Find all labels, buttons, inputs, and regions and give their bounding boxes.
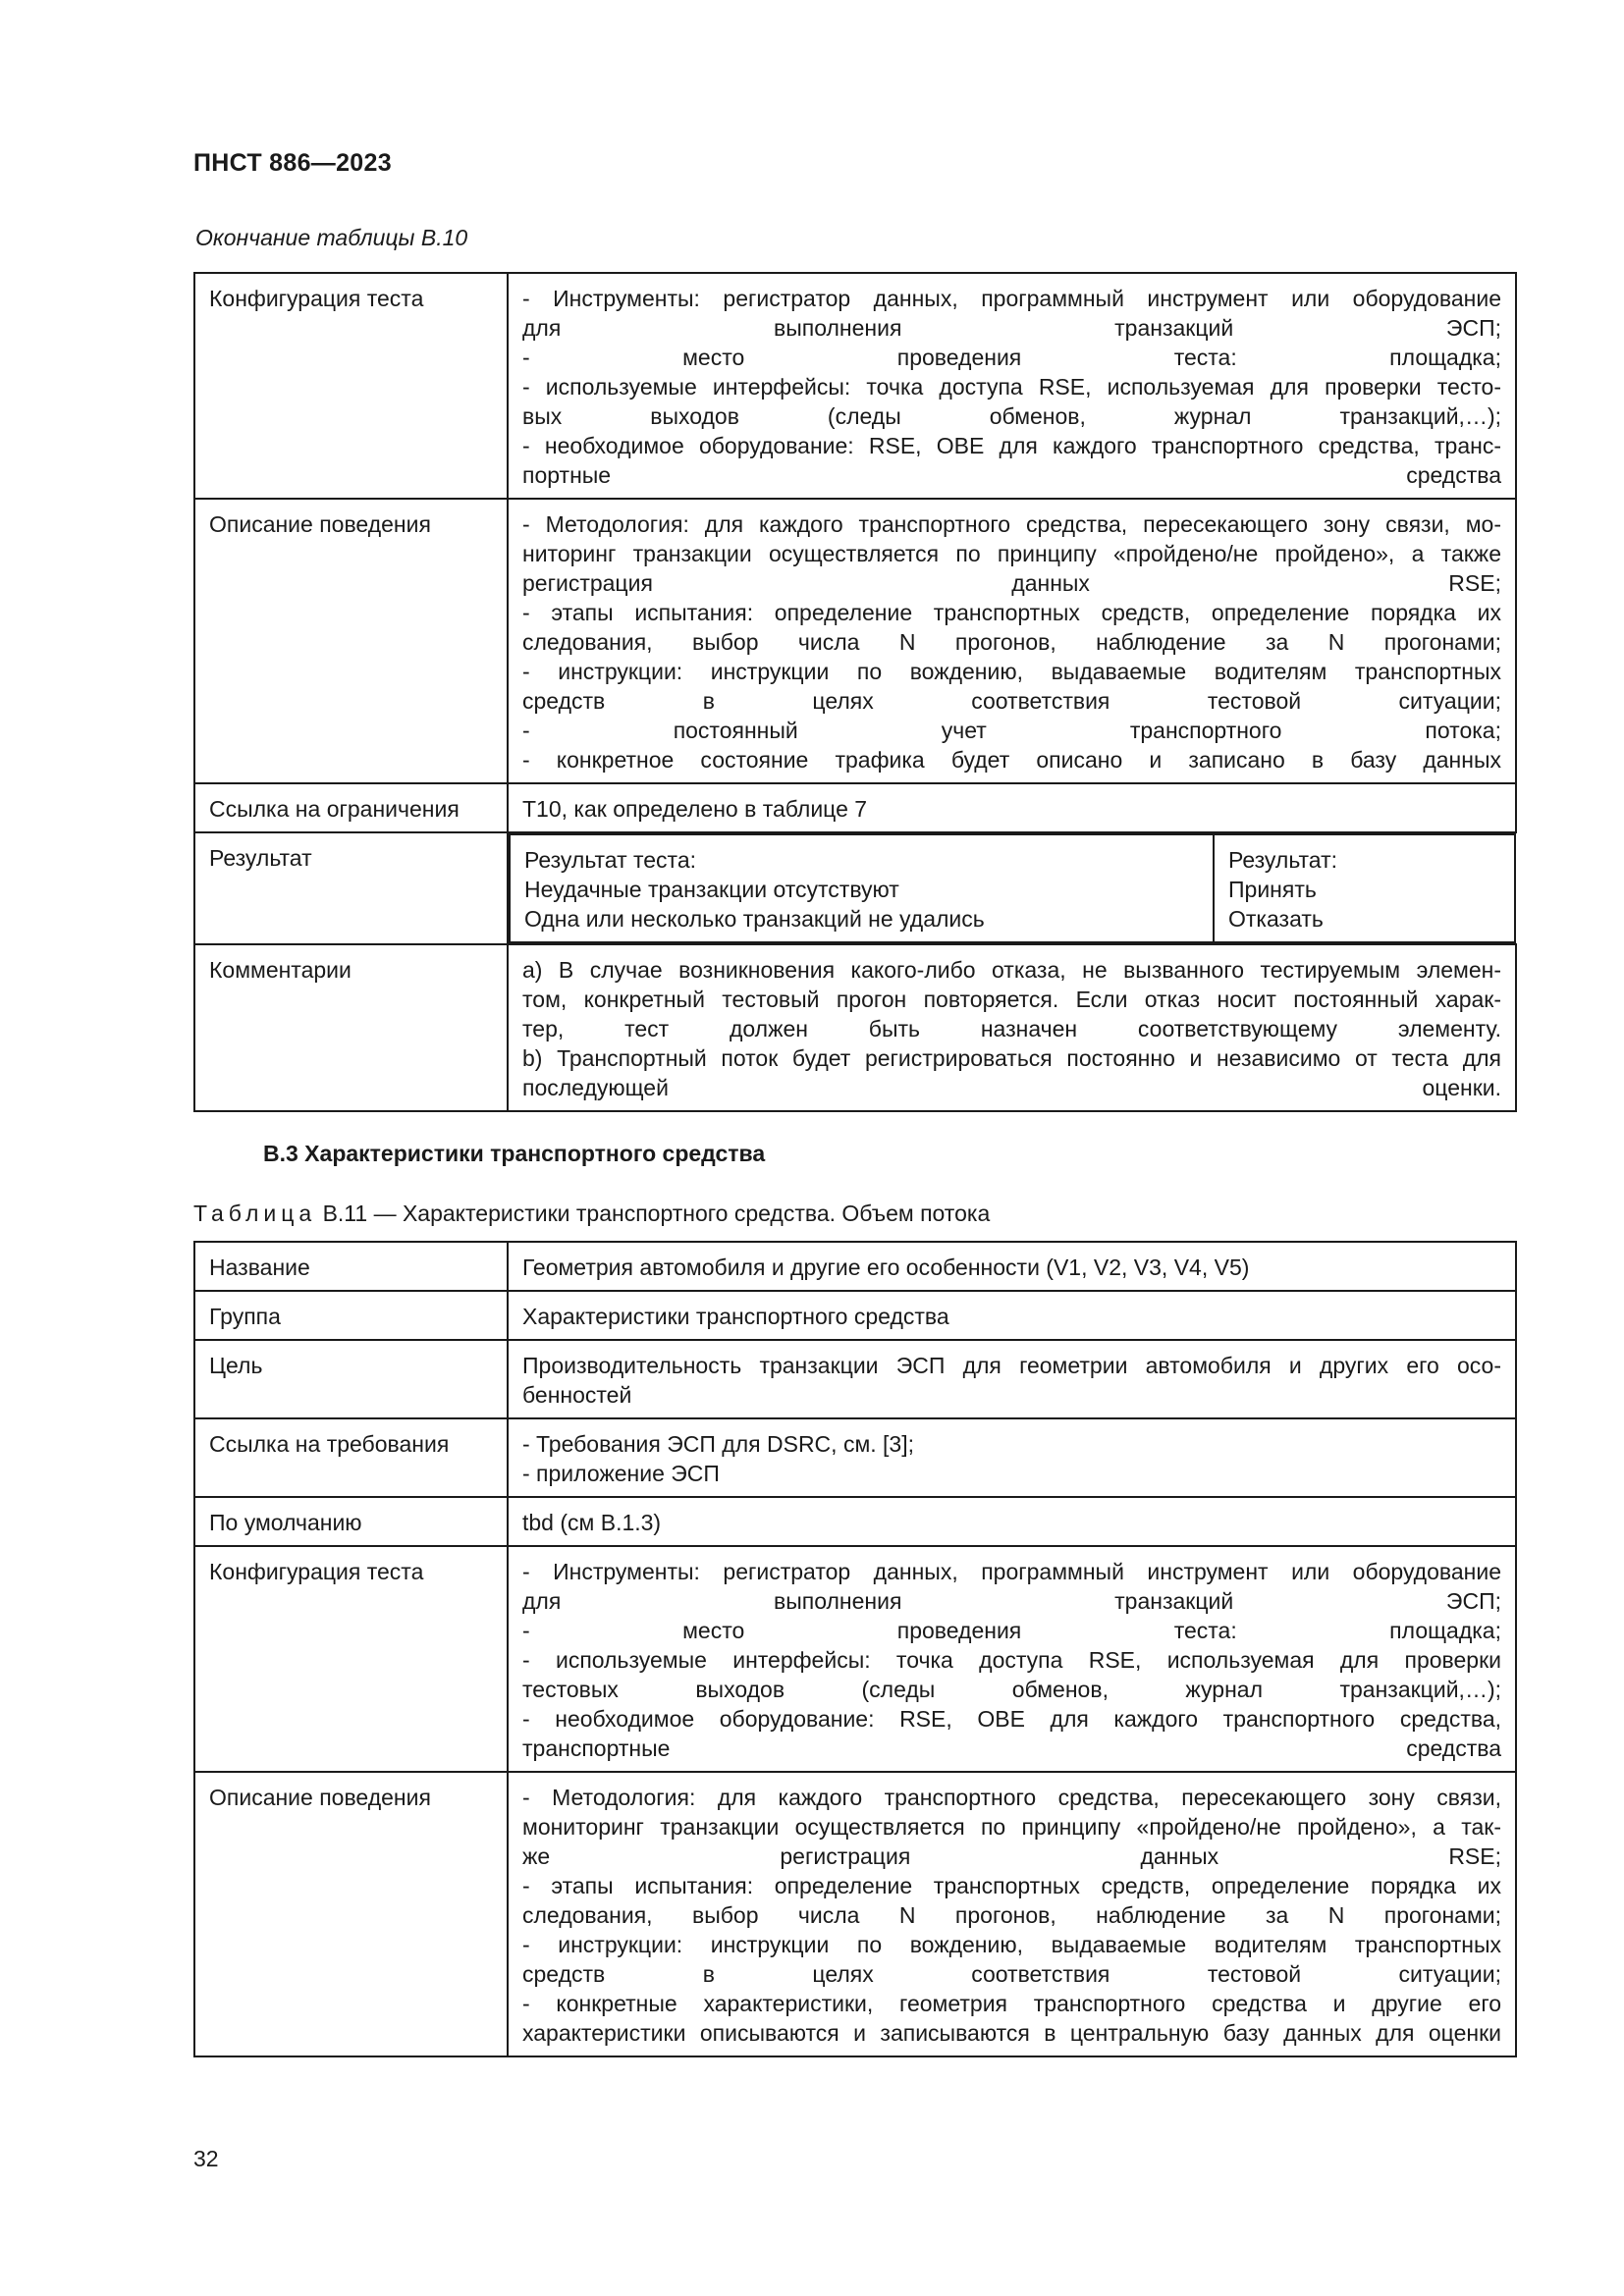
table-row-requirements-ref bbox=[194, 1418, 1516, 1497]
text-line: последующей оценки. bbox=[522, 1075, 1501, 1100]
text-line: a) В случае возникновения какого-либо отказа, не вызванного тестируемым элемен- bbox=[522, 957, 1501, 983]
table-row-result bbox=[194, 832, 1516, 944]
text-line: - конкретное состояние трафика будет описано и записано в базу данных bbox=[522, 747, 1501, 773]
text-line: b) Транспортный поток будет регистрироваться постоянно и независимо от теста для bbox=[522, 1045, 1501, 1071]
text-line: - необходимое оборудование: RSE, OBE для каждого транспортного средства, bbox=[522, 1706, 1501, 1732]
text-line: - инструкции: инструкции по вождению, выдаваемые водителям транспортных bbox=[522, 1932, 1501, 1957]
text-line: - постоянный учет транспортного потока; bbox=[522, 718, 1501, 743]
text-line: - Методология: для каждого транспортного средства, пересекающего зону связи, bbox=[522, 1785, 1501, 1810]
row-value bbox=[508, 273, 1516, 499]
row-value bbox=[508, 1242, 1516, 1291]
row-label: Группа bbox=[194, 1291, 508, 1340]
table-caption-word: Таблица bbox=[193, 1201, 317, 1226]
text-line: тер, тест должен быть назначен соответствующему элементу. bbox=[522, 1016, 1501, 1041]
text-line: же регистрация данных RSE; bbox=[522, 1843, 1501, 1869]
text-line: регистрация данных RSE; bbox=[522, 570, 1501, 596]
table-row-comments bbox=[194, 944, 1516, 1111]
table-caption-text: В.11 — Характеристики транспортного средства. Объем потока bbox=[316, 1201, 991, 1226]
table-b10 bbox=[193, 272, 1517, 1112]
text-line: - конкретные характеристики, геометрия транспортного средства и другие его bbox=[522, 1991, 1501, 2016]
row-value bbox=[508, 1418, 1516, 1497]
row-label: По умолчанию bbox=[194, 1497, 508, 1546]
text-line: Геометрия автомобиля и другие его особенности (V1, V2, V3, V4, V5) bbox=[522, 1255, 1250, 1280]
document-id: ПНСТ 886—2023 bbox=[193, 149, 392, 177]
section-heading: В.3 Характеристики транспортного средства bbox=[263, 1141, 766, 1166]
text-line: - Инструменты: регистратор данных, программный инструмент или оборудование bbox=[522, 286, 1501, 311]
text-line: - этапы испытания: определение транспортных средств, определение порядка их bbox=[522, 1873, 1501, 1898]
row-value bbox=[508, 1546, 1516, 1772]
text-line: вых выходов (следы обменов, журнал транзакций,…); bbox=[522, 403, 1501, 429]
text-line: - место проведения теста: площадка; bbox=[522, 1618, 1501, 1643]
text-line: - Методология: для каждого транспортного средства, пересекающего зону связи, мо- bbox=[522, 511, 1501, 537]
row-value bbox=[508, 1497, 1516, 1546]
text-line: - место проведения теста: площадка; bbox=[522, 345, 1501, 370]
row-label: Название bbox=[194, 1242, 508, 1291]
text-line: средств в целях соответствия тестовой ситуации; bbox=[522, 1961, 1501, 1987]
row-value: T10, как определено в таблице 7 bbox=[508, 783, 1516, 832]
table-b11-body bbox=[194, 1242, 1516, 2056]
text-line: - Инструменты: регистратор данных, программный инструмент или оборудование bbox=[522, 1559, 1501, 1584]
text-line: tbd (см В.1.3) bbox=[522, 1510, 662, 1535]
row-label: Комментарии bbox=[194, 944, 508, 1111]
table-row-behavior bbox=[194, 1772, 1516, 2056]
row-value bbox=[509, 833, 1516, 943]
text-line: ниторинг транзакции осуществляется по принципу «пройдено/не пройдено», а также bbox=[522, 541, 1501, 566]
table-row-goal bbox=[194, 1340, 1516, 1418]
text-line: - необходимое оборудование: RSE, OBE для каждого транспортного средства, транс- bbox=[522, 433, 1501, 458]
table-row-group bbox=[194, 1291, 1516, 1340]
text-line: для выполнения транзакций ЭСП; bbox=[522, 315, 1501, 341]
row-label: Описание поведения bbox=[194, 1772, 508, 2056]
text-line: мониторинг транзакции осуществляется по принципу «пройдено/не пройдено», а так- bbox=[522, 1814, 1501, 1840]
row-label: Описание поведения bbox=[194, 499, 508, 783]
table-continuation-label: Окончание таблицы В.10 bbox=[195, 225, 468, 250]
text-line: Одна или несколько транзакций не удались bbox=[524, 906, 985, 932]
text-line: транспортные средства bbox=[522, 1735, 1501, 1761]
table-row-test-config bbox=[194, 273, 1516, 499]
row-label: Ссылка на требования bbox=[194, 1418, 508, 1497]
page-number: 32 bbox=[193, 2146, 219, 2171]
text-line: бенностей bbox=[522, 1382, 632, 1408]
text-line: Принять bbox=[1228, 877, 1317, 902]
table-row-default bbox=[194, 1497, 1516, 1546]
text-line: - используемые интерфейсы: точка доступа RSE, используемая для проверки тесто- bbox=[522, 374, 1501, 400]
row-label: Цель bbox=[194, 1340, 508, 1418]
text-line: том, конкретный тестовый прогон повторяется. Если отказ носит постоянный харак- bbox=[522, 987, 1501, 1012]
text-line: портные средства bbox=[522, 462, 1501, 488]
row-value bbox=[508, 944, 1516, 1111]
row-label: Конфигурация теста bbox=[194, 1546, 508, 1772]
table-b10-body bbox=[194, 273, 1516, 1111]
text-line: - приложение ЭСП bbox=[522, 1461, 720, 1486]
text-line: - инструкции: инструкции по вождению, выдаваемые водителям транспортных bbox=[522, 659, 1501, 684]
text-line: Характеристики транспортного средства bbox=[522, 1304, 949, 1329]
table-row-behavior bbox=[194, 499, 1516, 783]
text-line: - этапы испытания: определение транспортных средств, определение порядка их bbox=[522, 600, 1501, 625]
row-value bbox=[508, 1772, 1516, 2056]
text-line: Производительность транзакции ЭСП для геометрии автомобиля и других его осо- bbox=[522, 1353, 1501, 1378]
text-line: для выполнения транзакций ЭСП; bbox=[522, 1588, 1501, 1614]
row-value bbox=[508, 1291, 1516, 1340]
test-result-list bbox=[511, 835, 1215, 941]
text-line: - используемые интерфейсы: точка доступа RSE, используемая для проверки bbox=[522, 1647, 1501, 1673]
text-line: Результат теста: bbox=[524, 847, 697, 873]
row-label: Ссылка на ограничения bbox=[194, 783, 508, 832]
text-line: Отказать bbox=[1228, 906, 1324, 932]
text-line: характеристики описываются и записываются в центральную базу данных для оценки bbox=[522, 2020, 1501, 2046]
verdict-list bbox=[1215, 835, 1514, 941]
text-line: Результат: bbox=[1228, 847, 1337, 873]
table-row-constraints-ref bbox=[194, 783, 1516, 832]
row-value bbox=[508, 1340, 1516, 1418]
text-line: следования, выбор числа N прогонов, наблюдение за N прогонами; bbox=[522, 1902, 1501, 1928]
table-caption bbox=[193, 1201, 990, 1227]
text-line: тестовых выходов (следы обменов, журнал транзакций,…); bbox=[522, 1677, 1501, 1702]
table-row-test-config bbox=[194, 1546, 1516, 1772]
text-line: Неудачные транзакции отсутствуют bbox=[524, 877, 899, 902]
row-label: Конфигурация теста bbox=[194, 273, 508, 499]
row-label: Результат bbox=[194, 832, 508, 944]
table-b11 bbox=[193, 1241, 1517, 2057]
text-line: - Требования ЭСП для DSRC, см. [3]; bbox=[522, 1431, 914, 1457]
text-line: следования, выбор числа N прогонов, наблюдение за N прогонами; bbox=[522, 629, 1501, 655]
text-line: средств в целях соответствия тестовой ситуации; bbox=[522, 688, 1501, 714]
row-value bbox=[508, 499, 1516, 783]
table-row-name bbox=[194, 1242, 1516, 1291]
